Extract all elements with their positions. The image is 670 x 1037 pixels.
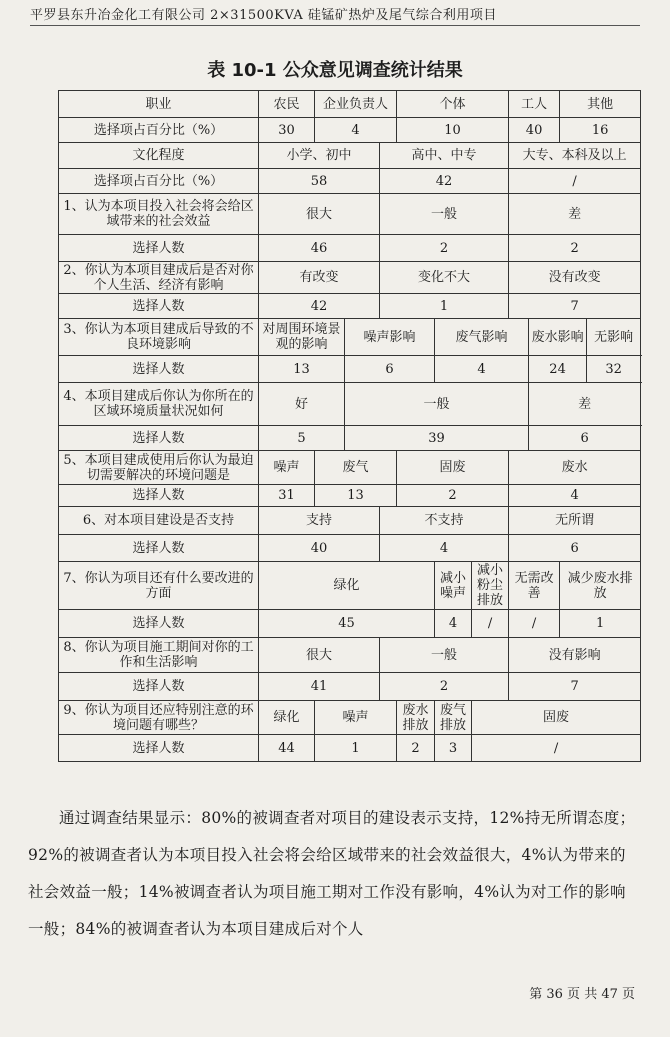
- row-label: 选择项占百分比（%）: [59, 169, 259, 194]
- option-cell: 一般: [380, 194, 509, 235]
- value-cell: 6: [529, 426, 641, 451]
- value-cell: 30: [259, 118, 315, 143]
- table-row: [59, 507, 641, 535]
- question-cell: 2、你认为本项目建成后是否对你个人生活、经济有影响: [59, 262, 259, 294]
- option-cell: 变化不大: [380, 262, 509, 294]
- value-cell: 13: [259, 356, 345, 383]
- row-label: 选择人数: [59, 426, 259, 451]
- option-cell: 差: [529, 383, 641, 426]
- value-cell: 1: [560, 610, 641, 638]
- value-cell: 4: [380, 535, 509, 562]
- option-cell: 噪声: [315, 701, 397, 735]
- value-cell: 10: [397, 118, 509, 143]
- value-cell: 7: [509, 673, 641, 701]
- row-label: 文化程度: [59, 143, 259, 169]
- table-row: [59, 194, 641, 235]
- option-cell: 绿化: [259, 562, 435, 610]
- page-number: 第 36 页 共 47 页: [529, 987, 635, 1002]
- row-label: 选择人数: [59, 235, 259, 262]
- value-cell: 2: [509, 235, 641, 262]
- row-label: 选择人数: [59, 485, 259, 507]
- row-label: 选择人数: [59, 356, 259, 383]
- survey-results-table: [58, 90, 641, 762]
- option-cell: 减少废水排放: [560, 562, 641, 610]
- value-cell: 4: [315, 118, 397, 143]
- value-cell: 4: [435, 610, 472, 638]
- value-cell: 42: [259, 294, 380, 319]
- option-cell: 有改变: [259, 262, 380, 294]
- value-cell: /: [509, 610, 560, 638]
- value-cell: 31: [259, 485, 315, 507]
- option-cell: 支持: [259, 507, 380, 535]
- value-cell: 41: [259, 673, 380, 701]
- value-cell: 24: [529, 356, 587, 383]
- option-cell: 差: [509, 194, 641, 235]
- value-cell: 4: [509, 485, 641, 507]
- value-cell: 44: [259, 735, 315, 762]
- option-cell: 对周围环境景观的影响: [259, 319, 345, 356]
- option-cell: 高中、中专: [380, 143, 509, 169]
- value-cell: 13: [315, 485, 397, 507]
- row-label: 选择人数: [59, 735, 259, 762]
- value-cell: 4: [435, 356, 529, 383]
- value-cell: 40: [259, 535, 380, 562]
- option-cell: 企业负责人: [315, 91, 397, 118]
- value-cell: 6: [509, 535, 641, 562]
- value-cell: 6: [345, 356, 435, 383]
- row-label: 选择人数: [59, 610, 259, 638]
- option-cell: 小学、初中: [259, 143, 380, 169]
- option-cell: 个体: [397, 91, 509, 118]
- option-cell: 废水: [509, 451, 641, 485]
- value-cell: 40: [509, 118, 560, 143]
- option-cell: 不支持: [380, 507, 509, 535]
- value-cell: 2: [380, 235, 509, 262]
- value-cell: 39: [345, 426, 529, 451]
- table-row: [59, 485, 641, 507]
- table-row: [59, 451, 641, 485]
- table-row: [59, 701, 641, 735]
- option-cell: 噪声: [259, 451, 315, 485]
- value-cell: 2: [380, 673, 509, 701]
- option-cell: 其他: [560, 91, 641, 118]
- value-cell: /: [472, 735, 641, 762]
- value-cell: 58: [259, 169, 380, 194]
- option-cell: 废水影响: [529, 319, 587, 356]
- table-row: [59, 356, 641, 383]
- table-row: [59, 426, 641, 451]
- option-cell: 一般: [345, 383, 529, 426]
- option-cell: 无影响: [587, 319, 641, 356]
- question-cell: 8、你认为项目施工期间对你的工作和生活影响: [59, 638, 259, 673]
- option-cell: 废气影响: [435, 319, 529, 356]
- value-cell: 7: [509, 294, 641, 319]
- value-cell: 32: [587, 356, 641, 383]
- table-row: [59, 562, 641, 610]
- option-cell: 减小粉尘排放: [472, 562, 509, 610]
- option-cell: 噪声影响: [345, 319, 435, 356]
- row-label: 选择项占百分比（%）: [59, 118, 259, 143]
- option-cell: 大专、本科及以上: [509, 143, 641, 169]
- table-row: [59, 235, 641, 262]
- value-cell: 1: [315, 735, 397, 762]
- value-cell: 1: [380, 294, 509, 319]
- option-cell: 废气: [315, 451, 397, 485]
- option-cell: 绿化: [259, 701, 315, 735]
- value-cell: 45: [259, 610, 435, 638]
- table-row: [59, 383, 641, 426]
- table-row: [59, 535, 641, 562]
- option-cell: 好: [259, 383, 345, 426]
- table-row: [59, 638, 641, 673]
- question-cell: 3、你认为本项目建成后导致的不良环境影响: [59, 319, 259, 356]
- table-row: [59, 673, 641, 701]
- row-label: 选择人数: [59, 294, 259, 319]
- question-cell: 6、对本项目建设是否支持: [59, 507, 259, 535]
- table-row: [59, 91, 641, 118]
- option-cell: 固废: [397, 451, 509, 485]
- question-cell: 1、认为本项目投入社会将会给区域带来的社会效益: [59, 194, 259, 235]
- value-cell: 16: [560, 118, 641, 143]
- question-cell: 4、本项目建成后你认为你所在的区域环境质量状况如何: [59, 383, 259, 426]
- table-row: [59, 118, 641, 143]
- question-cell: 7、你认为项目还有什么要改进的方面: [59, 562, 259, 610]
- value-cell: /: [472, 610, 509, 638]
- table-title: 表 10-1 公众意见调查统计结果: [207, 60, 463, 81]
- value-cell: 2: [397, 735, 435, 762]
- table-row: [59, 169, 641, 194]
- option-cell: 减小噪声: [435, 562, 472, 610]
- value-cell: 5: [259, 426, 345, 451]
- table-row: [59, 262, 641, 294]
- question-cell: 9、你认为项目还应特别注意的环境问题有哪些？: [59, 701, 259, 735]
- table-row: [59, 319, 641, 356]
- option-cell: 工人: [509, 91, 560, 118]
- page-header: 平罗县东升冶金化工有限公司 2×31500KVA 硅锰矿热炉及尾气综合利用项目: [30, 4, 640, 26]
- option-cell: 无需改善: [509, 562, 560, 610]
- value-cell: 46: [259, 235, 380, 262]
- table-row: [59, 735, 641, 762]
- row-label: 选择人数: [59, 673, 259, 701]
- table-row: [59, 143, 641, 169]
- option-cell: 一般: [380, 638, 509, 673]
- summary-paragraph: 通过调查结果显示：80%的被调查者对项目的建设表示支持，12%持无所谓态度；92%的被调查者认为本项目投入社会将会给区域带来的社会效益很大，4%认为带来的社会效益一般；14%被调查者认为项目施工期对工作没有影响，4%认为对工作的影响一般；84%的被调查者认为本项目建成后对个人: [28, 809, 636, 938]
- row-label: 选择人数: [59, 535, 259, 562]
- option-cell: 固废: [472, 701, 641, 735]
- value-cell: 3: [435, 735, 472, 762]
- value-cell: 42: [380, 169, 509, 194]
- value-cell: 2: [397, 485, 509, 507]
- option-cell: 废气排放: [435, 701, 472, 735]
- option-cell: 农民: [259, 91, 315, 118]
- question-cell: 5、本项目建成使用后你认为最迫切需要解决的环境问题是: [59, 451, 259, 485]
- option-cell: 无所谓: [509, 507, 641, 535]
- row-label: 职业: [59, 91, 259, 118]
- value-cell: /: [509, 169, 641, 194]
- table-row: [59, 294, 641, 319]
- table-row: [59, 610, 641, 638]
- option-cell: 很大: [259, 194, 380, 235]
- option-cell: 没有改变: [509, 262, 641, 294]
- option-cell: 很大: [259, 638, 380, 673]
- option-cell: 没有影响: [509, 638, 641, 673]
- option-cell: 废水排放: [397, 701, 435, 735]
